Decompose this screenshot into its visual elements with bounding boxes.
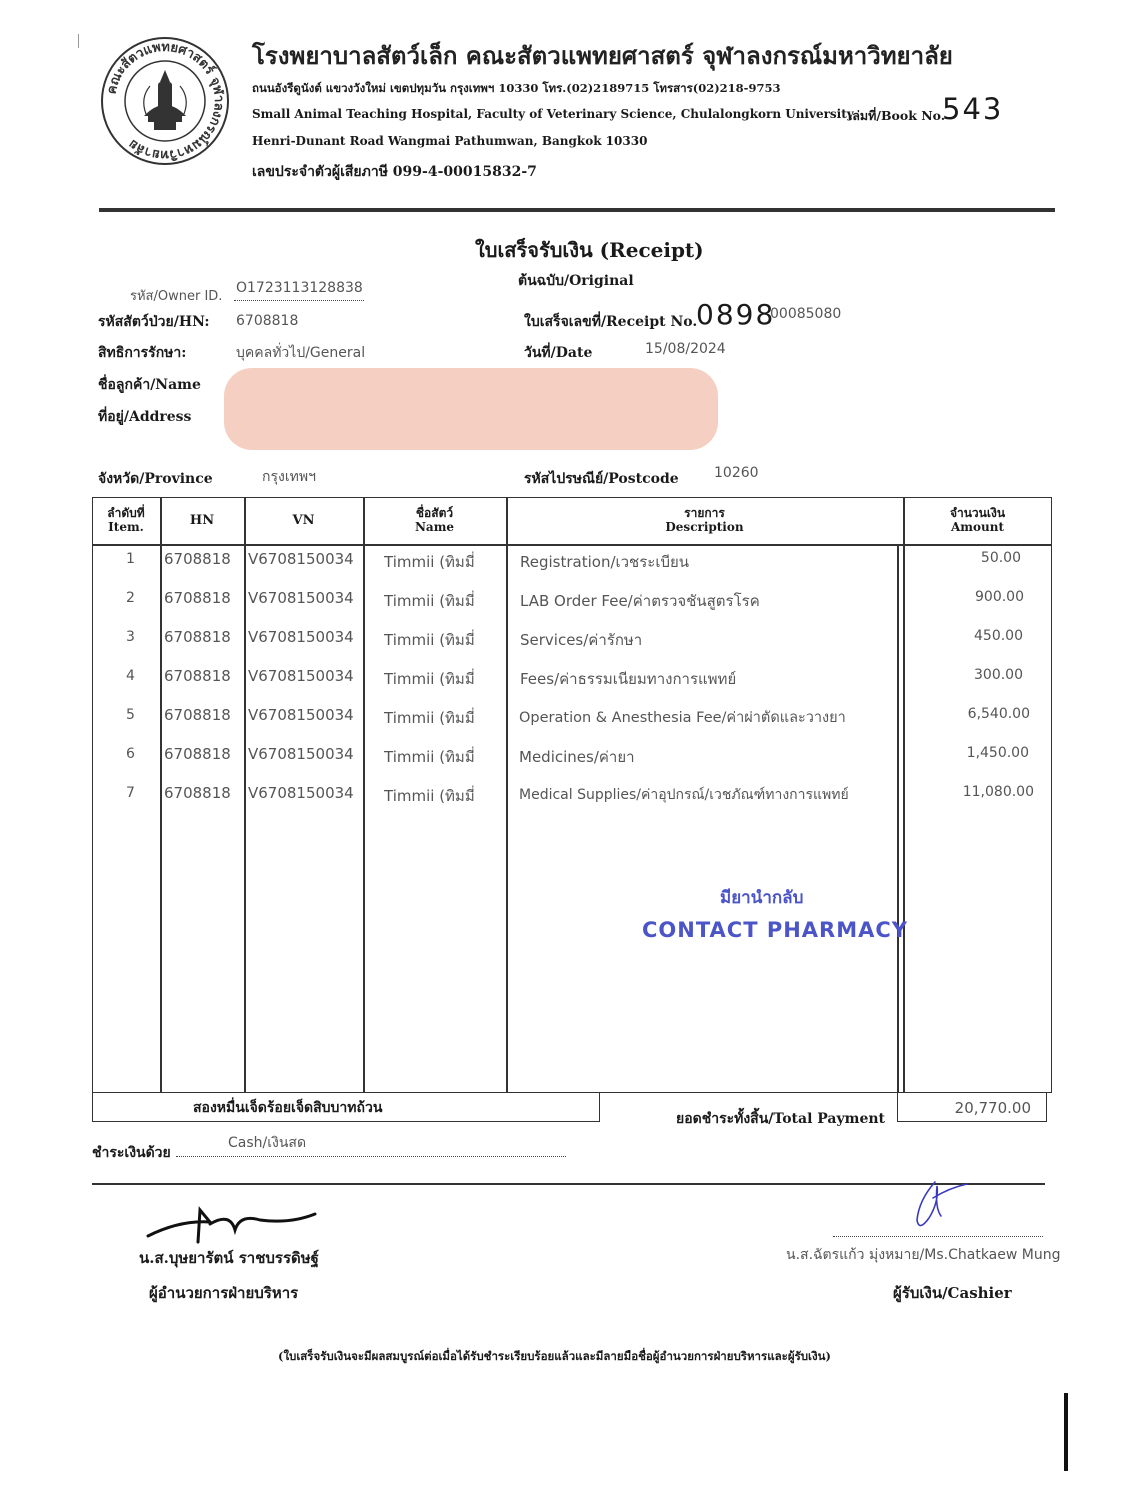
- pharmacy-stamp-thai: มียานำกลับ: [720, 888, 804, 908]
- row-description: Operation & Anesthesia Fee/ค่าผ่าตัดและวางยา: [519, 710, 846, 726]
- header-name-en: Name: [414, 520, 455, 534]
- row-pet-name: Timmii (ทิมมี่: [384, 748, 475, 766]
- row-description: Fees/ค่าธรรมเนียมทางการแพทย์: [520, 670, 737, 688]
- header-description-th: รายการ: [684, 506, 725, 520]
- row-pet-name: Timmii (ทิมมี่: [384, 553, 475, 571]
- header-name: [363, 506, 506, 534]
- university-seal-logo: [100, 36, 230, 166]
- col-divider-2: [244, 497, 246, 1093]
- col-divider-3: [363, 497, 365, 1093]
- row-amount: 900.00: [975, 589, 1024, 605]
- cashier-signature-line: [833, 1236, 1043, 1237]
- header-vn-text: VN: [292, 513, 315, 528]
- col-divider-6: [897, 544, 899, 1092]
- hospital-address-english: Henri-Dunant Road Wangmai Pathumwan, Bangkok 10330: [252, 134, 648, 148]
- header-item-th: ลำดับที่: [107, 506, 145, 520]
- row-amount: 6,540.00: [967, 706, 1030, 722]
- postcode-label: รหัสไปรษณีย์/Postcode: [524, 471, 679, 487]
- header-vn: [244, 514, 363, 528]
- header-amount-th: จำนวนเงิน: [949, 506, 1006, 520]
- amount-in-words: สองหมื่นเจ็ดร้อยเจ็ดสิบบาทถ้วน: [193, 1100, 383, 1116]
- payment-method-underline: [176, 1156, 566, 1157]
- owner-id-underline: [234, 300, 364, 301]
- row-hn: 6708818: [164, 628, 231, 646]
- col-divider-1: [160, 497, 162, 1093]
- hospital-address-thai: ถนนอังรีดูนังต์ แขวงวังใหม่ เขตปทุมวัน กรุงเทพฯ 10330 โทร.(02)2189715 โทรสาร(02)218-9753: [252, 81, 781, 95]
- total-amount-value: 20,770.00: [954, 1099, 1031, 1117]
- row-vn: V6708150034: [248, 550, 354, 568]
- row-vn: V6708150034: [248, 589, 354, 607]
- row-description: Registration/เวชระเบียน: [520, 553, 690, 571]
- header-description: [506, 506, 903, 534]
- receipt-number-label: ใบเสร็จเลขที่/Receipt No.: [524, 314, 698, 330]
- row-hn: 6708818: [164, 589, 231, 607]
- original-copy-label: ต้นฉบับ/Original: [518, 273, 634, 289]
- row-amount: 450.00: [974, 628, 1023, 644]
- hn-value: 6708818: [236, 313, 299, 329]
- row-item: 2: [126, 590, 135, 606]
- row-item: 6: [126, 746, 135, 762]
- director-signature: [140, 1200, 340, 1250]
- header-description-en: Description: [665, 520, 744, 534]
- row-description: LAB Order Fee/ค่าตรวจชันสูตรโรค: [520, 592, 760, 610]
- payment-method-value: Cash/เงินสด: [228, 1135, 307, 1151]
- row-hn: 6708818: [164, 667, 231, 685]
- row-vn: V6708150034: [248, 628, 354, 646]
- col-divider-4: [506, 497, 508, 1093]
- receipt-title: ใบเสร็จรับเงิน (Receipt): [475, 238, 704, 262]
- row-hn: 6708818: [164, 745, 231, 763]
- header-divider: [99, 208, 1055, 212]
- row-amount: 300.00: [974, 667, 1023, 683]
- table-header-divider: [92, 544, 1052, 546]
- row-description: Medicines/ค่ายา: [519, 748, 635, 766]
- director-name: น.ส.บุษยารัตน์ ราชบรรดิษฐ์: [139, 1249, 319, 1267]
- owner-id-value: O1723113128838: [236, 280, 363, 296]
- signature-divider: [92, 1183, 1045, 1185]
- row-item: 3: [126, 629, 135, 645]
- row-item: 4: [126, 668, 135, 684]
- scan-mark-bottom: [1064, 1393, 1068, 1471]
- row-hn: 6708818: [164, 706, 231, 724]
- hospital-name-thai: โรงพยาบาลสัตว์เล็ก คณะสัตวแพทยศาสตร์ จุฬาลงกรณ์มหาวิทยาลัย: [252, 41, 953, 70]
- row-vn: V6708150034: [248, 667, 354, 685]
- hn-label: รหัสสัตว์ป่วย/HN:: [98, 314, 210, 330]
- rights-label: สิทธิการรักษา:: [98, 345, 187, 361]
- customer-address-label: ที่อยู่/Address: [98, 409, 192, 425]
- receipt-number-suffix: 00085080: [770, 306, 842, 322]
- book-number: 543: [942, 92, 1004, 126]
- svg-text:คณะสัตวแพทยศาสตร์ จุฬาลงกรณ์มห: คณะสัตวแพทยศาสตร์ จุฬาลงกรณ์มหาวิทยาลัย: [104, 39, 227, 163]
- owner-id-label: รหัส/Owner ID.: [130, 289, 223, 304]
- postcode-value: 10260: [714, 465, 759, 481]
- payment-method-label: ชำระเงินด้วย: [92, 1145, 171, 1161]
- pharmacy-stamp-english: CONTACT PHARMACY: [642, 918, 908, 942]
- row-description: Services/ค่ารักษา: [520, 631, 643, 649]
- row-amount: 50.00: [980, 550, 1021, 566]
- header-item: [92, 506, 160, 534]
- header-hn-text: HN: [189, 513, 215, 528]
- row-description: Medical Supplies/ค่าอุปกรณ์/เวชภัณฑ์ทางการแพทย์: [519, 787, 849, 803]
- date-label: วันที่/Date: [524, 345, 593, 361]
- rights-value: บุคคลทั่วไป/General: [236, 345, 366, 361]
- header-item-en: Item.: [108, 520, 144, 534]
- cashier-signature: [905, 1172, 975, 1232]
- validity-note: (ใบเสร็จรับเงินจะมีผลสมบูรณ์ต่อเมื่อได้รับชำระเรียบร้อยแล้วและมีลายมือชื่อผู้อำนวยการฝ่ายบริหารและผู้รับเงิน): [278, 1349, 831, 1363]
- row-item: 1: [126, 551, 135, 567]
- header-name-th: ชื่อสัตว์: [415, 506, 454, 520]
- cashier-title: ผู้รับเงิน/Cashier: [893, 1284, 1012, 1302]
- header-amount: [903, 506, 1052, 534]
- date-value: 15/08/2024: [645, 341, 726, 357]
- total-payment-label: ยอดชำระทั้งสิ้น/Total Payment: [676, 1111, 886, 1127]
- row-vn: V6708150034: [248, 784, 354, 802]
- scan-mark-top: [78, 34, 79, 48]
- hospital-name-english: Small Animal Teaching Hospital, Faculty of Veterinary Science, Chulalongkorn University: [252, 107, 854, 121]
- cashier-name: น.ส.ฉัตรแก้ว มุ่งหมาย/Ms.Chatkaew Mung: [786, 1247, 1061, 1263]
- redacted-name-address: [224, 368, 718, 450]
- row-pet-name: Timmii (ทิมมี่: [384, 631, 475, 649]
- row-pet-name: Timmii (ทิมมี่: [384, 709, 475, 727]
- row-pet-name: Timmii (ทิมมี่: [384, 592, 475, 610]
- row-amount: 1,450.00: [966, 745, 1029, 761]
- province-value: กรุงเทพฯ: [262, 469, 316, 485]
- receipt-number-main: 0898: [696, 298, 776, 331]
- row-pet-name: Timmii (ทิมมี่: [384, 670, 475, 688]
- tax-id: เลขประจำตัวผู้เสียภาษี 099-4-00015832-7: [252, 164, 537, 180]
- row-hn: 6708818: [164, 784, 231, 802]
- row-item: 7: [126, 785, 135, 801]
- customer-name-label: ชื่อลูกค้า/Name: [98, 377, 201, 393]
- header-hn: [160, 514, 244, 528]
- row-item: 5: [126, 707, 135, 723]
- row-vn: V6708150034: [248, 745, 354, 763]
- row-hn: 6708818: [164, 550, 231, 568]
- header-amount-en: Amount: [950, 520, 1004, 534]
- row-amount: 11,080.00: [962, 784, 1034, 800]
- row-pet-name: Timmii (ทิมมี่: [384, 787, 475, 805]
- row-vn: V6708150034: [248, 706, 354, 724]
- province-label: จังหวัด/Province: [98, 471, 213, 487]
- book-number-label: เล่มที่/Book No.: [848, 108, 946, 123]
- director-title: ผู้อำนวยการฝ่ายบริหาร: [149, 1284, 299, 1302]
